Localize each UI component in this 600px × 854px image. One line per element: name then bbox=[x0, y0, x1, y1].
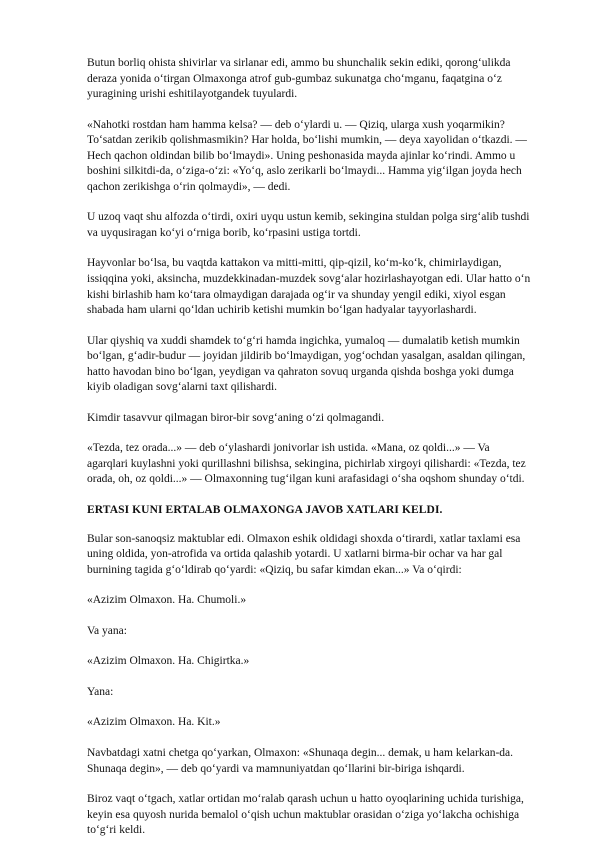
paragraph bbox=[87, 441, 527, 488]
text-line: uning oldida, yon-atrofida va ortida qalashib yotardi. U xatlarni birma-bir ochar va har gal bbox=[87, 548, 503, 561]
text-line: Va yana: bbox=[87, 624, 127, 637]
text-line: Hech qachon oldindan bilib bo‘lmaydi». Uning peshonasida mayda ajinlar ko‘rindi. Ammo u bbox=[87, 149, 516, 162]
paragraph bbox=[87, 210, 530, 241]
paragraph bbox=[87, 334, 527, 396]
paragraph bbox=[87, 685, 527, 701]
text-line: shabada ham ularni qo‘ldan uchirib ketishi mumkin bo‘lgan hadyalar tayyorlashardi. bbox=[87, 304, 477, 317]
text-line: Ular qiyshiq va xuddi shamdek to‘g‘ri hamda ingichka, yumaloq — dumalatib ketish mumkin bbox=[87, 334, 520, 347]
paragraph bbox=[87, 532, 527, 579]
text-line: agarqlari kuylashni yoki qurillashni bilishsa, sekingina, pichirlab xirgoyi qilishardi: «Tezda, tez bbox=[87, 457, 526, 470]
text-line: «Nahotki rostdan ham hamma kelsa? — deb o‘ylardi u. — Qiziq, ularga xush yoqarmikin? bbox=[87, 118, 505, 131]
text-line: qachon zerikishga o‘rin qolmaydi», — dedi. bbox=[87, 180, 291, 193]
text-line: burnining tagida g‘o‘ldirab qo‘yardi: «Qiziq, bu safar kimdan ekan...» Va o‘qirdi: bbox=[87, 563, 462, 576]
text-line: «Azizim Olmaxon. Ha. Chigirtka.» bbox=[87, 655, 250, 668]
text-line: To‘satdan zerikib qolishmasmikin? Har holda, bo‘lishi mumkin, — deya xayolidan o‘tkazdi. — bbox=[87, 134, 527, 147]
paragraph bbox=[87, 654, 527, 670]
text-line: keyin esa quyosh nurida bemalol o‘qish uchun maktublar orasidan o‘ziga yo‘lakcha ochishiga bbox=[87, 808, 520, 821]
text-line: Bular son-sanoqsiz maktublar edi. Olmaxon eshik oldidagi shoxda o‘tirardi, xatlar taxlami esa bbox=[87, 532, 521, 545]
document-body bbox=[87, 56, 531, 854]
text-line: to‘g‘ri keldi. bbox=[87, 824, 146, 837]
text-line: kishi birlashib ham ko‘tara olmaydigan darajada og‘ir va shunday yengil ediki, xiyol esgan bbox=[87, 288, 506, 301]
paragraph bbox=[87, 715, 527, 731]
text-line: «Azizim Olmaxon. Ha. Kit.» bbox=[87, 716, 221, 729]
paragraph bbox=[87, 118, 527, 196]
text-line: Navbatdagi xatni chetga qo‘yarkan, Olmaxon: «Shunaqa degin... demak, u ham kelarkan-da. bbox=[87, 746, 513, 759]
text-line: Butun borliq ohista shivirlar va sirlanar edi, ammo bu shunchalik sekin ediki, qorong‘ulikda bbox=[87, 57, 511, 69]
text-line: kiyib oladigan sovg‘alarni taxt qilishardi. bbox=[87, 381, 278, 394]
text-line: Kimdir tasavvur qilmagan biror-bir sovg‘aning o‘zi qolmagandi. bbox=[87, 411, 385, 424]
text-line: boshini silkitdi-da, o‘ziga-o‘zi: «Yo‘q, aslo zerikarli bo‘lmaydi... Hamma yig‘ilgan joyda hech bbox=[87, 165, 522, 178]
text-line: Biroz vaqt o‘tgach, xatlar ortidan mo‘ralab qarash uchun u hatto oyoqlarining uchida turishiga, bbox=[87, 793, 524, 806]
text-line: issiqqina yoki, aksincha, muzdekkinadan-muzdek sovg‘alar hozirlashayotgan edi. Ular hatto o‘n bbox=[87, 273, 531, 286]
text-line: yuragining urishi eshitilayotgandek tuyulardi. bbox=[87, 88, 298, 101]
text-line: «Azizim Olmaxon. Ha. Chumoli.» bbox=[87, 594, 247, 607]
text-line: U uzoq vaqt shu alfozda o‘tirdi, oxiri uyqu ustun kemib, sekingina stuldan polga sirg‘alib tushdi bbox=[87, 211, 530, 224]
paragraph bbox=[87, 792, 527, 839]
text-line: hatto havodan bino bo‘lgan, yeydigan va qahraton sovuq urganda qishda boshga yoki dumga bbox=[87, 365, 514, 378]
paragraph bbox=[87, 593, 527, 609]
paragraph bbox=[87, 411, 527, 427]
text-line: deraza yonida o‘tirgan Olmaxonga atrof gub-gumbaz sukunatga cho‘mganu, faqatgina o‘z bbox=[87, 72, 502, 85]
paragraph bbox=[87, 256, 531, 318]
text-line: Shunaqa degin», — deb qo‘yardi va mamnuniyatdan qo‘llarini bir-biriga ishqardi. bbox=[87, 762, 465, 775]
text-line: Yana: bbox=[87, 685, 114, 698]
paragraph bbox=[87, 746, 527, 777]
section-heading: ERTASI KUNI ERTALAB OLMAXONGA JAVOB XATLARI KELDI. bbox=[87, 504, 443, 517]
text-line: bo‘lgan, g‘adir-budur — joyidan jildirib bo‘lmaydigan, yog‘ochdan yasalgan, asaldan qilingan, bbox=[87, 350, 526, 363]
text-line: va uyqusiragan ko‘yi o‘rniga borib, ko‘rpasini ustiga tortdi. bbox=[87, 226, 361, 239]
text-line: orada, oh, oz qoldi...» — Olmaxonning tug‘ilgan kuni arafasidagi o‘sha oqshom shunday o‘tdi. bbox=[87, 473, 525, 486]
text-line: «Tezda, tez orada...» — deb o‘ylashardi jonivorlar ish ustida. «Mana, oz qoldi...» — Va bbox=[87, 442, 490, 455]
paragraph bbox=[87, 56, 527, 103]
paragraph bbox=[87, 624, 527, 640]
text-line: Hayvonlar bo‘lsa, bu vaqtda kattakon va mitti-mitti, qip-qizil, ko‘m-ko‘k, chimirlaydigan, bbox=[87, 257, 502, 270]
